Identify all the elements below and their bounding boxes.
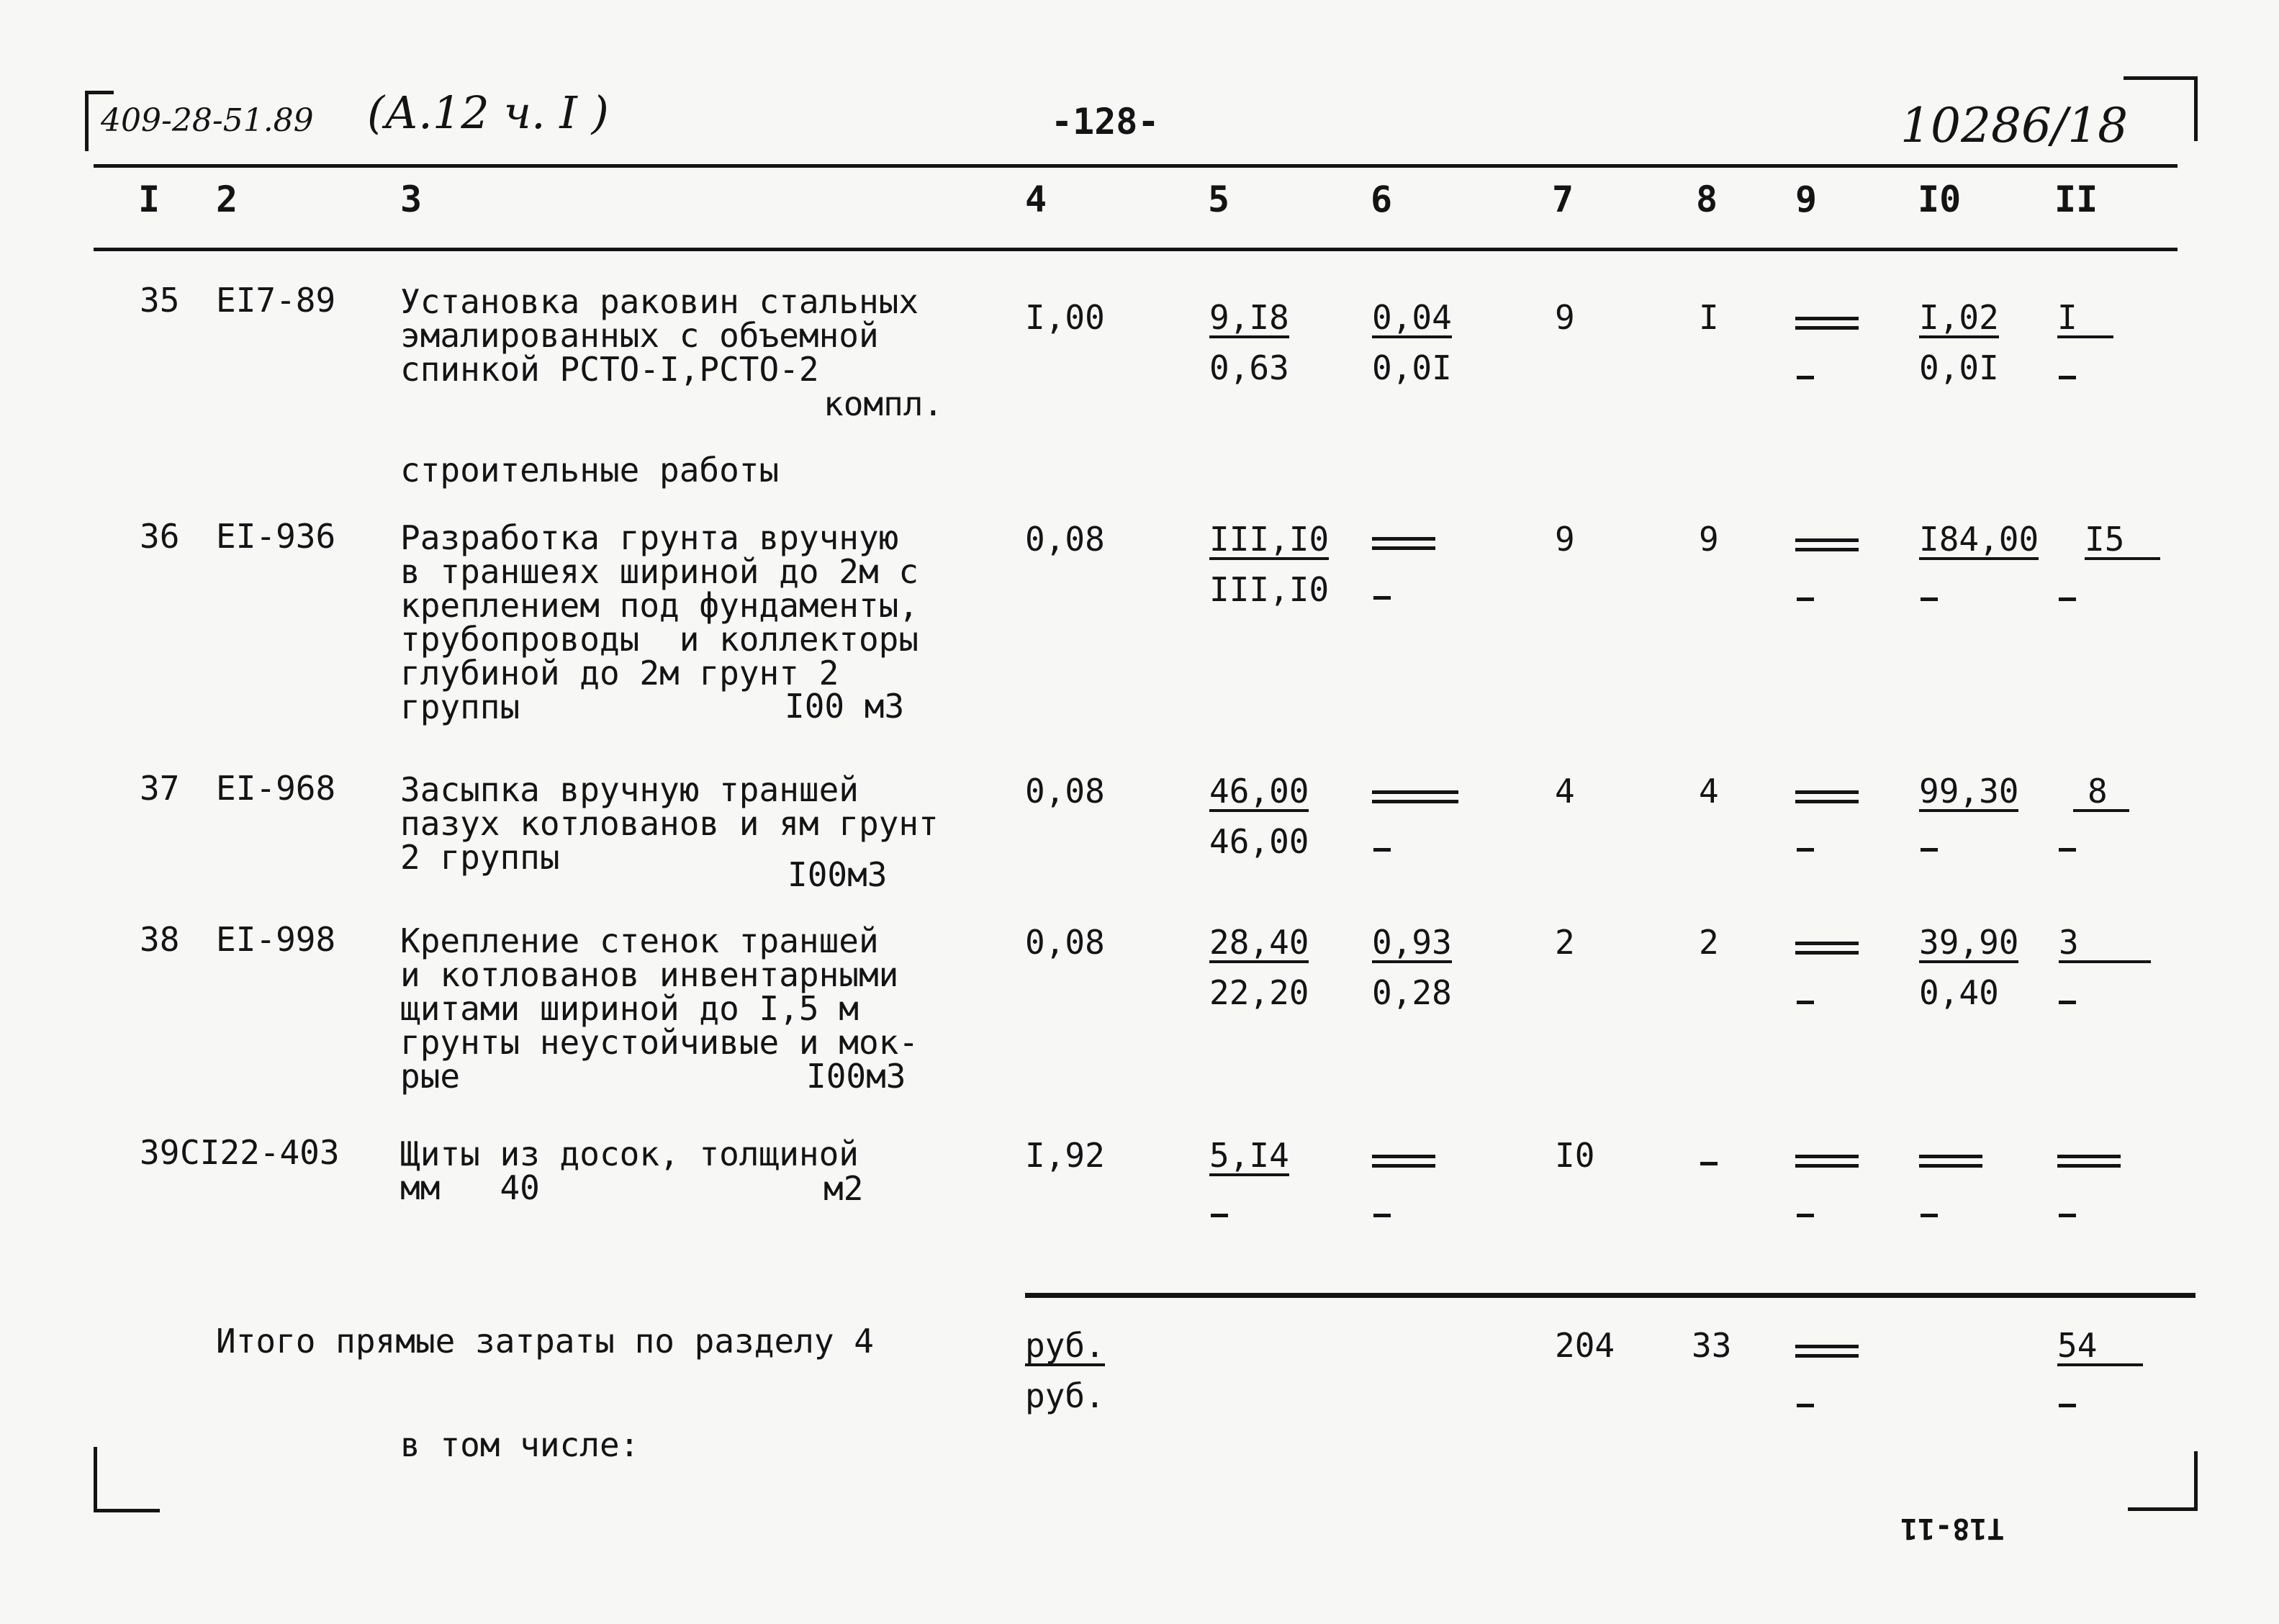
row-36-col9-top [1795,538,1859,554]
row-39-col11-top [2057,1155,2121,1170]
total-label: Итого прямые затраты по разделу 4 [216,1322,874,1361]
frame-corner-top-right-v [2194,76,2198,141]
row-37-number: 37 [140,769,180,808]
header-rule-top [94,164,2178,168]
col-header-3: 3 [400,179,423,220]
part-note: (А.12 ч. I ) [367,86,609,139]
total-col11-top: 54 [2057,1329,2143,1366]
frame-corner-bottom-right-v [2194,1451,2198,1510]
row-36-col5-bottom: III,I0 [1209,570,1330,609]
row-38-quantity: 0,08 [1025,923,1105,962]
row-37-col10-top: 99,30 [1919,772,2019,811]
row-36-col11-bottom [2059,590,2076,604]
row-37-quantity: 0,08 [1025,772,1105,811]
row-35-col5-top: 9,I8 [1209,298,1289,337]
row-35-col11-bottom [2059,369,2076,382]
row-38-number: 38 [140,920,180,959]
row-38-col10-top: 39,90 [1919,923,2019,962]
row-39-col10-top [1919,1155,1982,1170]
row-36-col6-bottom [1373,589,1391,603]
row-35-col10-top: I,02 [1919,298,1999,337]
row-36-col10-bottom [1921,590,1938,604]
row-37-col11-top: 8 [2073,775,2129,812]
row-39-quantity: I,92 [1025,1136,1105,1175]
row-39-col9-top [1795,1155,1859,1170]
row-39-col7: I0 [1555,1136,1595,1175]
row-39-unit: м2 [823,1169,864,1208]
row-36-col9-bottom [1797,590,1814,604]
row-35-unit: компл. [823,384,944,423]
row-37-col10-bottom [1921,841,1938,854]
row-38-col11-top: 3 [2059,926,2151,963]
row-39-col8 [1700,1155,1718,1168]
row-39-col6-bottom [1373,1206,1391,1220]
row-38-col6-top: 0,93 [1372,923,1452,962]
row-39-col11-bottom [2059,1206,2076,1220]
row-36-col7: 9 [1555,520,1575,559]
row-38-col9-top [1795,942,1859,957]
row-35-col9-bottom [1797,369,1814,382]
frame-corner-top-left-v [85,91,89,151]
page-number: -128- [1051,101,1160,143]
row-36-col11-top: I5 [2085,523,2160,560]
row-38-col8: 2 [1699,923,1719,962]
row-38-col5-top: 28,40 [1209,923,1309,962]
row-38-col10-bottom: 0,40 [1919,973,1999,1012]
col-header-9: 9 [1795,179,1818,220]
row-35-code: EI7-89 [216,281,336,320]
row-36-description: Разработка грунта вручную в траншеях шириной до 2м с креплением под фундаменты, трубопроводы и коллекторы глубиной до 2м грунт 2 группы [400,518,919,726]
row-38-col6-bottom: 0,28 [1372,973,1452,1012]
col-header-11: II [2054,179,2098,220]
row-37-code: EI-968 [216,769,336,808]
row-38-unit: I00м3 [806,1057,906,1096]
row-37-col5-top: 46,00 [1209,772,1309,811]
row-39-col9-bottom [1797,1206,1814,1220]
row-36-col8: 9 [1699,520,1719,559]
row-39-number: 39 [140,1133,180,1172]
row-37-unit: I00м3 [788,855,888,894]
document-code: 409-28-51.89 [101,102,314,139]
row-38-col11-bottom [2059,993,2076,1007]
row-39-col5-bottom [1211,1206,1228,1220]
row-39-col10-bottom [1921,1206,1938,1220]
col-header-10: I0 [1918,179,1962,220]
row-35-col5-bottom: 0,63 [1209,348,1289,387]
including-label: в том числе: [400,1425,640,1464]
row-37-col5-bottom: 46,00 [1209,822,1309,861]
col-header-4: 4 [1025,179,1047,220]
row-35-col10-bottom: 0,0I [1919,348,1999,387]
row-35-number: 35 [140,281,180,320]
total-col8: 33 [1692,1326,1732,1365]
row-35-description: Установка раковин стальных эмалированных с объемной спинкой РСТО-I,РСТО-2 [400,282,919,389]
total-unit-top: руб. [1025,1326,1105,1365]
row-35-col8: I [1699,298,1719,337]
row-37-col7: 4 [1555,772,1575,811]
row-35-col7: 9 [1555,298,1575,337]
row-36-unit: I00 м3 [785,687,905,726]
col-header-2: 2 [216,179,238,220]
totals-rule [1025,1293,2195,1298]
frame-corner-bottom-left-v [94,1447,97,1512]
total-col9-bottom [1797,1397,1814,1410]
total-unit-bottom: руб. [1025,1376,1105,1415]
frame-corner-bottom-right-h [2128,1507,2198,1511]
row-37-col8: 4 [1699,772,1719,811]
row-35-col6-bottom: 0,0I [1372,348,1452,387]
section-label: строительные работы [400,451,780,490]
row-36-quantity: 0,08 [1025,520,1105,559]
col-header-1: I [138,179,161,220]
row-37-description: Засыпка вручную траншей пазух котлованов и ям грунт 2 группы [400,770,939,877]
row-38-col7: 2 [1555,923,1575,962]
frame-corner-bottom-left-h [94,1509,160,1512]
row-38-code: EI-998 [216,920,336,959]
row-36-code: EI-936 [216,517,336,556]
footer-code: T18-11 [1900,1512,2005,1545]
row-35-col9-top [1795,317,1859,333]
row-36-col10-top: I84,00 [1919,520,2039,559]
row-36-col6-top [1372,537,1435,553]
row-35-quantity: I,00 [1025,298,1105,337]
row-38-col9-bottom [1797,993,1814,1007]
col-header-7: 7 [1552,179,1574,220]
row-39-description: Щиты из досок, толщиной мм 40 [400,1134,859,1207]
row-36-number: 36 [140,517,180,556]
row-39-code: CI22-403 [180,1133,340,1172]
row-37-col11-bottom [2059,841,2076,854]
row-35-col6-top: 0,04 [1372,298,1452,337]
row-36-col5-top: III,I0 [1209,520,1330,559]
total-col11-bottom [2059,1397,2076,1410]
header-rule-bottom [94,248,2178,251]
total-col9-top [1795,1345,1859,1361]
row-37-col6-bottom [1373,841,1391,854]
row-35-col11-top: I [2057,301,2113,338]
frame-corner-top-right-h [2124,76,2195,80]
col-header-8: 8 [1696,179,1718,220]
col-header-5: 5 [1208,179,1230,220]
row-37-col9-bottom [1797,841,1814,854]
row-39-col5-top: 5,I4 [1209,1136,1289,1175]
frame-corner-top-left-h [85,91,114,94]
row-38-description: Крепление стенок траншей и котлованов инвентарными щитами шириной до I,5 м грунты неустойчивые и мок- рые [400,921,919,1096]
stamp-number: 10286/18 [1900,98,2129,153]
row-39-col6-top [1372,1155,1435,1170]
row-37-col6-top [1372,790,1458,806]
row-37-col9-top [1795,790,1859,806]
col-header-6: 6 [1371,179,1393,220]
row-38-col5-bottom: 22,20 [1209,973,1309,1012]
total-col7: 204 [1555,1326,1615,1365]
